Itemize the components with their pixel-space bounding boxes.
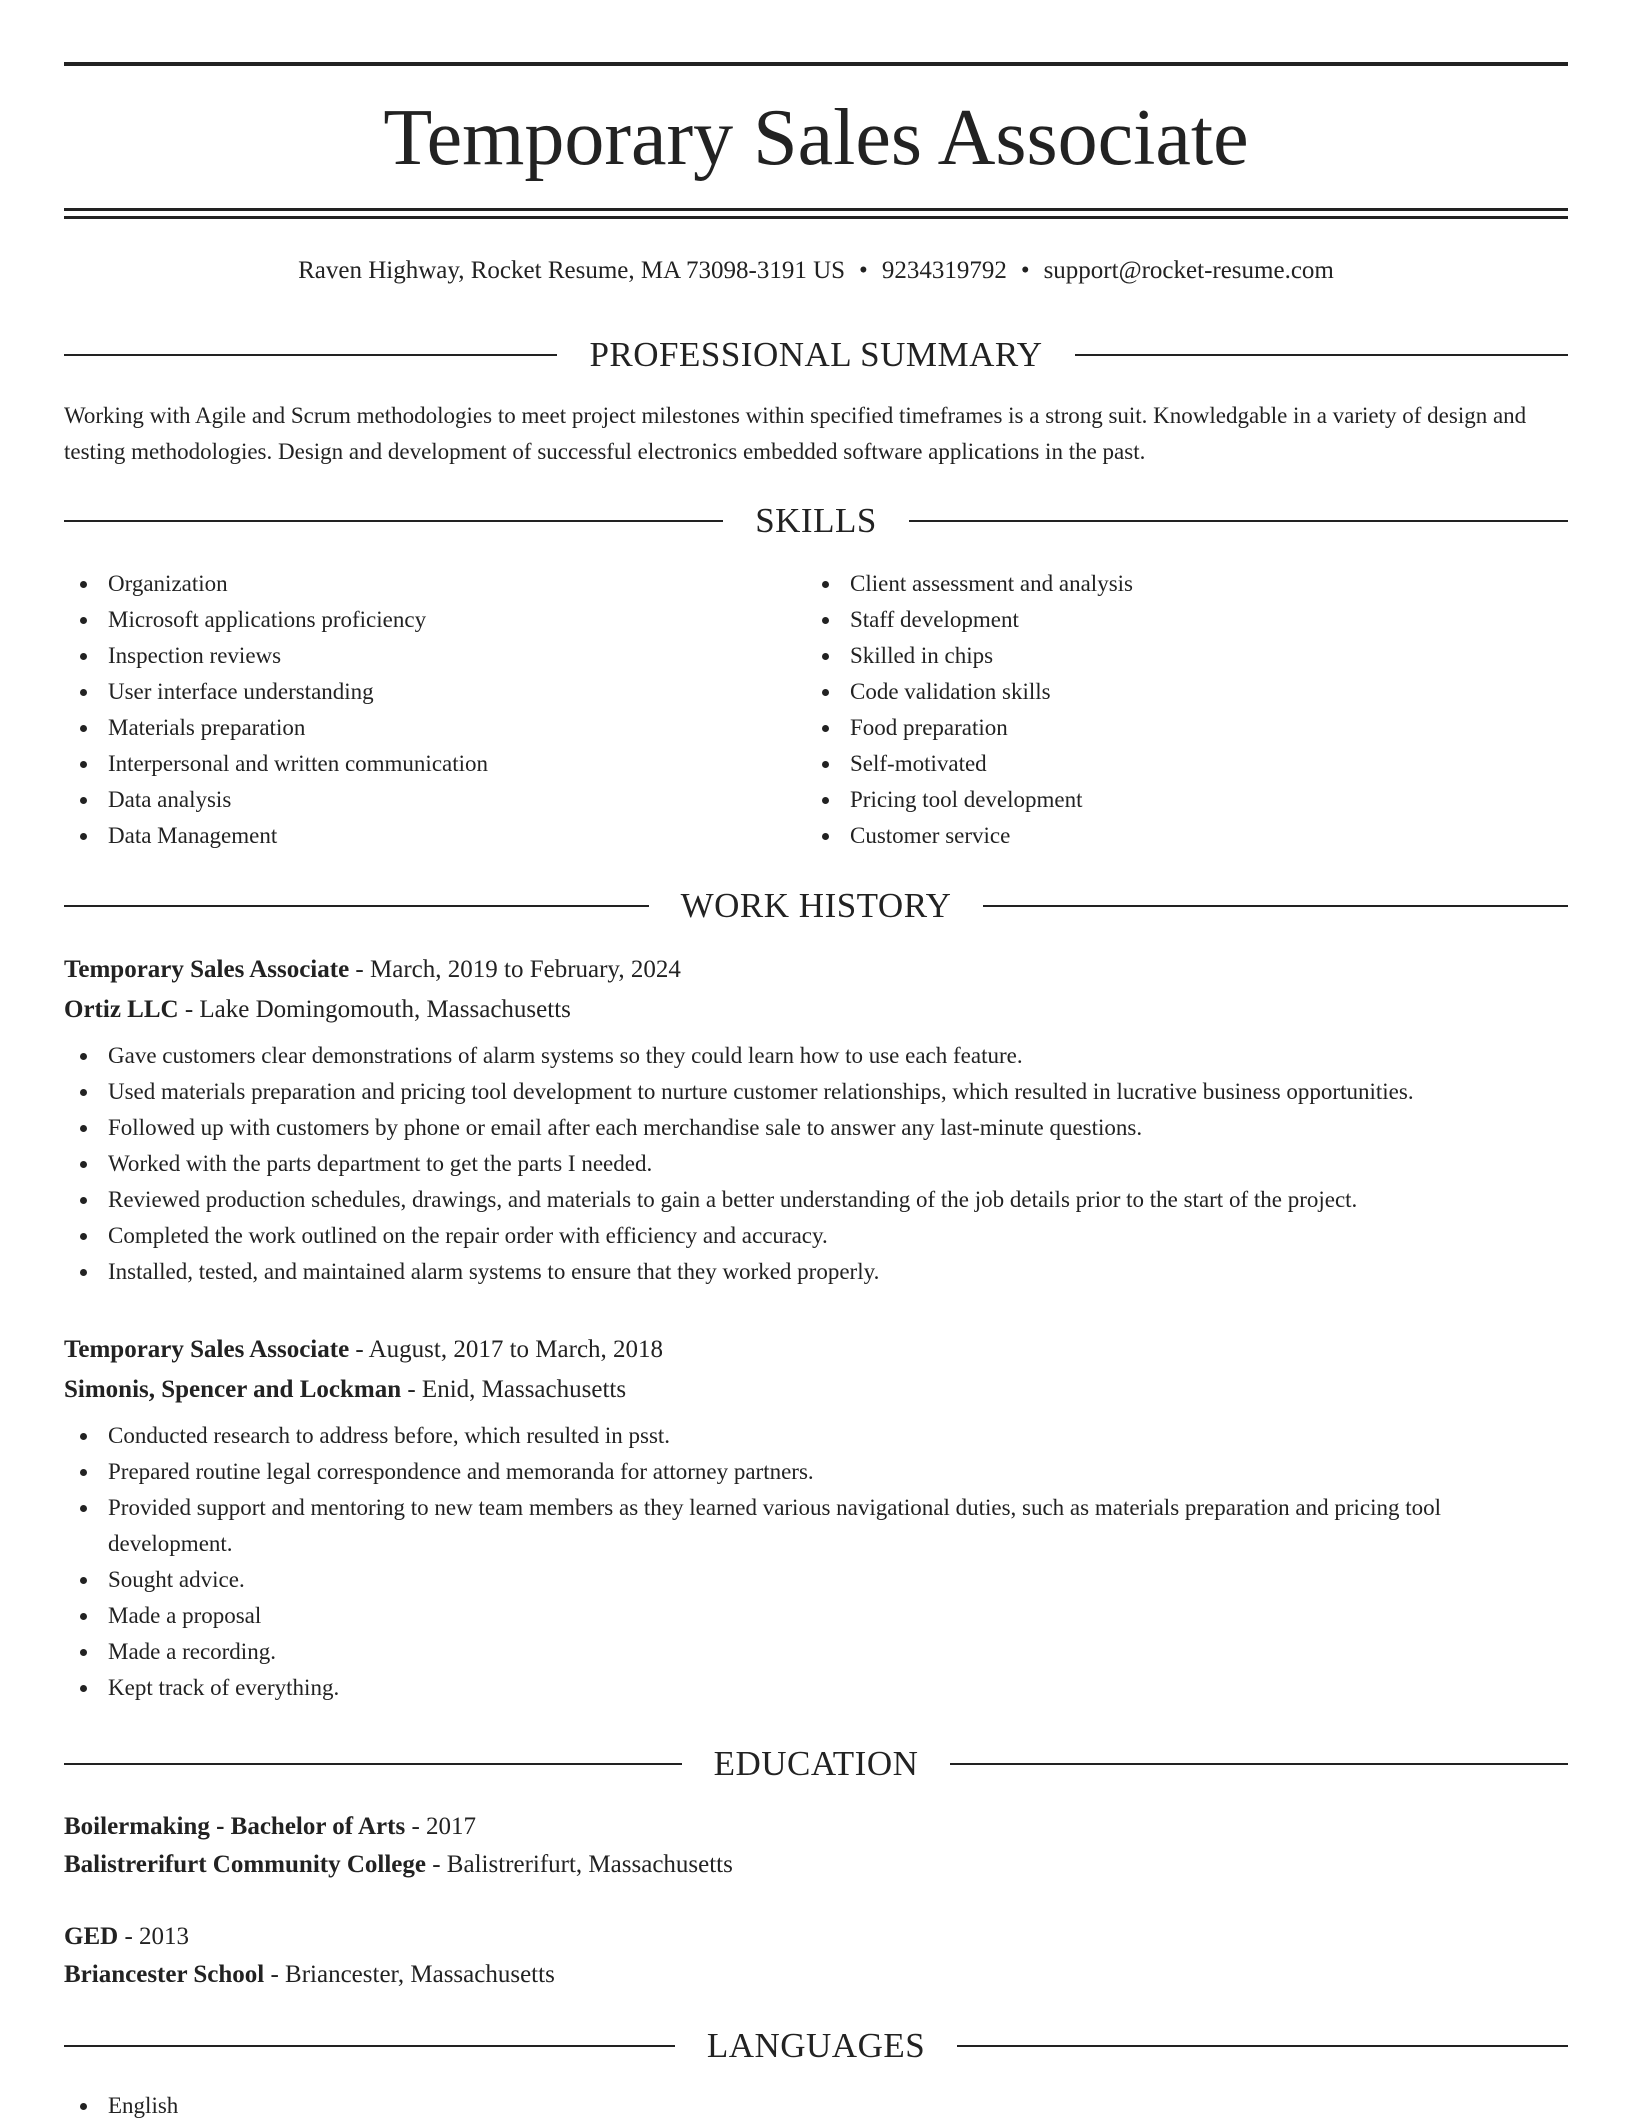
education-entry: [64, 1918, 1568, 1994]
job-dates: - August, 2017 to March, 2018: [349, 1336, 664, 1363]
education-degree-line: [64, 1808, 1568, 1846]
skill-item: Materials preparation: [64, 710, 804, 746]
education-location: - Briancester, Massachusetts: [264, 1961, 555, 1988]
section-header-work: [64, 884, 1568, 928]
job-title-line: [64, 1330, 1568, 1370]
job-dates: - March, 2019 to February, 2024: [349, 956, 681, 983]
skill-item: Pricing tool development: [806, 782, 1546, 818]
section-title: SKILLS: [755, 501, 877, 540]
job-bullet: Prepared routine legal correspondence and memoranda for attorney partners.: [64, 1454, 1568, 1490]
contact-phone: 9234319792: [881, 257, 1007, 284]
skill-item: Food preparation: [806, 710, 1546, 746]
section-title: PROFESSIONAL SUMMARY: [589, 335, 1043, 374]
section-rule: [64, 354, 557, 356]
section-title: WORK HISTORY: [680, 886, 952, 925]
skill-item: Skilled in chips: [806, 638, 1546, 674]
section-title: LANGUAGES: [706, 2026, 926, 2065]
contact-separator: •: [1020, 257, 1030, 284]
languages-list: [64, 2088, 1568, 2124]
job-title-line: [64, 950, 1568, 990]
contact-separator: •: [859, 257, 868, 284]
section-rule: [64, 1763, 682, 1765]
skill-item: Data Management: [64, 818, 804, 854]
skill-item: Code validation skills: [806, 674, 1546, 710]
section-rule: [957, 2045, 1568, 2047]
skill-item: Microsoft applications proficiency: [64, 602, 804, 638]
job-company-line: [64, 990, 1568, 1030]
skill-item: Data analysis: [64, 782, 804, 818]
skill-item: Interpersonal and written communication: [64, 746, 804, 782]
skill-item: Organization: [64, 566, 804, 602]
title-rule-lower: [64, 216, 1568, 219]
section-rule: [950, 1763, 1568, 1765]
job-bullet: Made a proposal: [64, 1598, 1568, 1634]
job-bullet: Used materials preparation and pricing tool development to nurture customer relationships, which resulted in lucrative business opportunities.: [64, 1074, 1568, 1110]
section-rule: [64, 905, 649, 907]
contact-email: support@rocket-resume.com: [1043, 257, 1334, 284]
job-location: - Lake Domingomouth, Massachusetts: [178, 996, 571, 1023]
job-bullet: Worked with the parts department to get the parts I needed.: [64, 1146, 1568, 1182]
education-degree: Boilermaking - Bachelor of Arts: [64, 1813, 406, 1840]
section-rule: [909, 520, 1568, 522]
title-rule-upper: [64, 208, 1568, 211]
job-entry: [64, 950, 1568, 1290]
skills-list-right: [806, 566, 1546, 854]
job-bullet: Conducted research to address before, which resulted in psst.: [64, 1418, 1568, 1454]
section-rule: [983, 905, 1568, 907]
job-bullet: Installed, tested, and maintained alarm systems to ensure that they worked properly.: [64, 1254, 1568, 1290]
skill-item: Customer service: [806, 818, 1546, 854]
job-bullets: [64, 1038, 1568, 1290]
job-bullet: Followed up with customers by phone or email after each merchandise sale to answer any last-minute questions.: [64, 1110, 1568, 1146]
section-header-languages: [64, 2024, 1568, 2068]
skills-list-left: [64, 566, 804, 854]
section-header-skills: [64, 499, 1568, 543]
section-rule: [1075, 354, 1568, 356]
job-location: - Enid, Massachusetts: [401, 1376, 627, 1403]
job-company: Ortiz LLC: [64, 996, 179, 1023]
job-bullet: Reviewed production schedules, drawings, and materials to gain a better understanding of the job details prior to the start of the project.: [64, 1182, 1568, 1218]
job-entry: [64, 1330, 1568, 1706]
job-bullet: Completed the work outlined on the repair order with efficiency and accuracy.: [64, 1218, 1568, 1254]
job-title: Temporary Sales Associate: [64, 956, 350, 983]
job-company: Simonis, Spencer and Lockman: [64, 1376, 402, 1403]
resume-title: Temporary Sales Associate: [383, 94, 1249, 182]
top-rule: [64, 62, 1568, 66]
section-title: EDUCATION: [713, 1744, 919, 1783]
education-location: - Balistrerifurt, Massachusetts: [425, 1851, 733, 1878]
education-year: - 2013: [118, 1923, 190, 1950]
education-school-line: [64, 1846, 1568, 1884]
education-school-line: [64, 1956, 1568, 1994]
education-school: Briancester School: [64, 1961, 265, 1988]
education-year: - 2017: [405, 1813, 477, 1840]
job-bullet: Gave customers clear demonstrations of alarm systems so they could learn how to use each feature.: [64, 1038, 1568, 1074]
job-bullet: Sought advice.: [64, 1562, 1568, 1598]
language-item: English: [64, 2088, 1568, 2124]
section-rule: [64, 520, 723, 522]
skill-item: Self-motivated: [806, 746, 1546, 782]
job-bullets: [64, 1418, 1568, 1706]
job-title: Temporary Sales Associate: [64, 1336, 350, 1363]
section-header-summary: [64, 333, 1568, 377]
section-rule: [64, 2045, 675, 2047]
skill-item: Client assessment and analysis: [806, 566, 1546, 602]
summary-text: Working with Agile and Scrum methodologies to meet project milestones within specified timeframes is a strong suit. Knowledgable in a variety of design and testing methodologies. Design and development of successful electronics embedded software applications in the past.: [64, 403, 1527, 464]
skill-item: Staff development: [806, 602, 1546, 638]
skill-item: Inspection reviews: [64, 638, 804, 674]
skill-item: User interface understanding: [64, 674, 804, 710]
contact-line: [64, 254, 1568, 288]
section-header-education: [64, 1742, 1568, 1786]
job-bullet: Made a recording.: [64, 1634, 1568, 1670]
job-bullet: Kept track of everything.: [64, 1670, 1568, 1706]
education-degree: GED: [64, 1923, 119, 1950]
job-bullet: Provided support and mentoring to new team members as they learned various navigational duties, such as materials preparation and pricing tool development.: [64, 1490, 1568, 1562]
job-company-line: [64, 1370, 1568, 1410]
education-school: Balistrerifurt Community College: [64, 1851, 426, 1878]
education-degree-line: [64, 1918, 1568, 1956]
education-entry: [64, 1808, 1568, 1884]
contact-address: Raven Highway, Rocket Resume, MA 73098-3191 US: [298, 257, 846, 284]
